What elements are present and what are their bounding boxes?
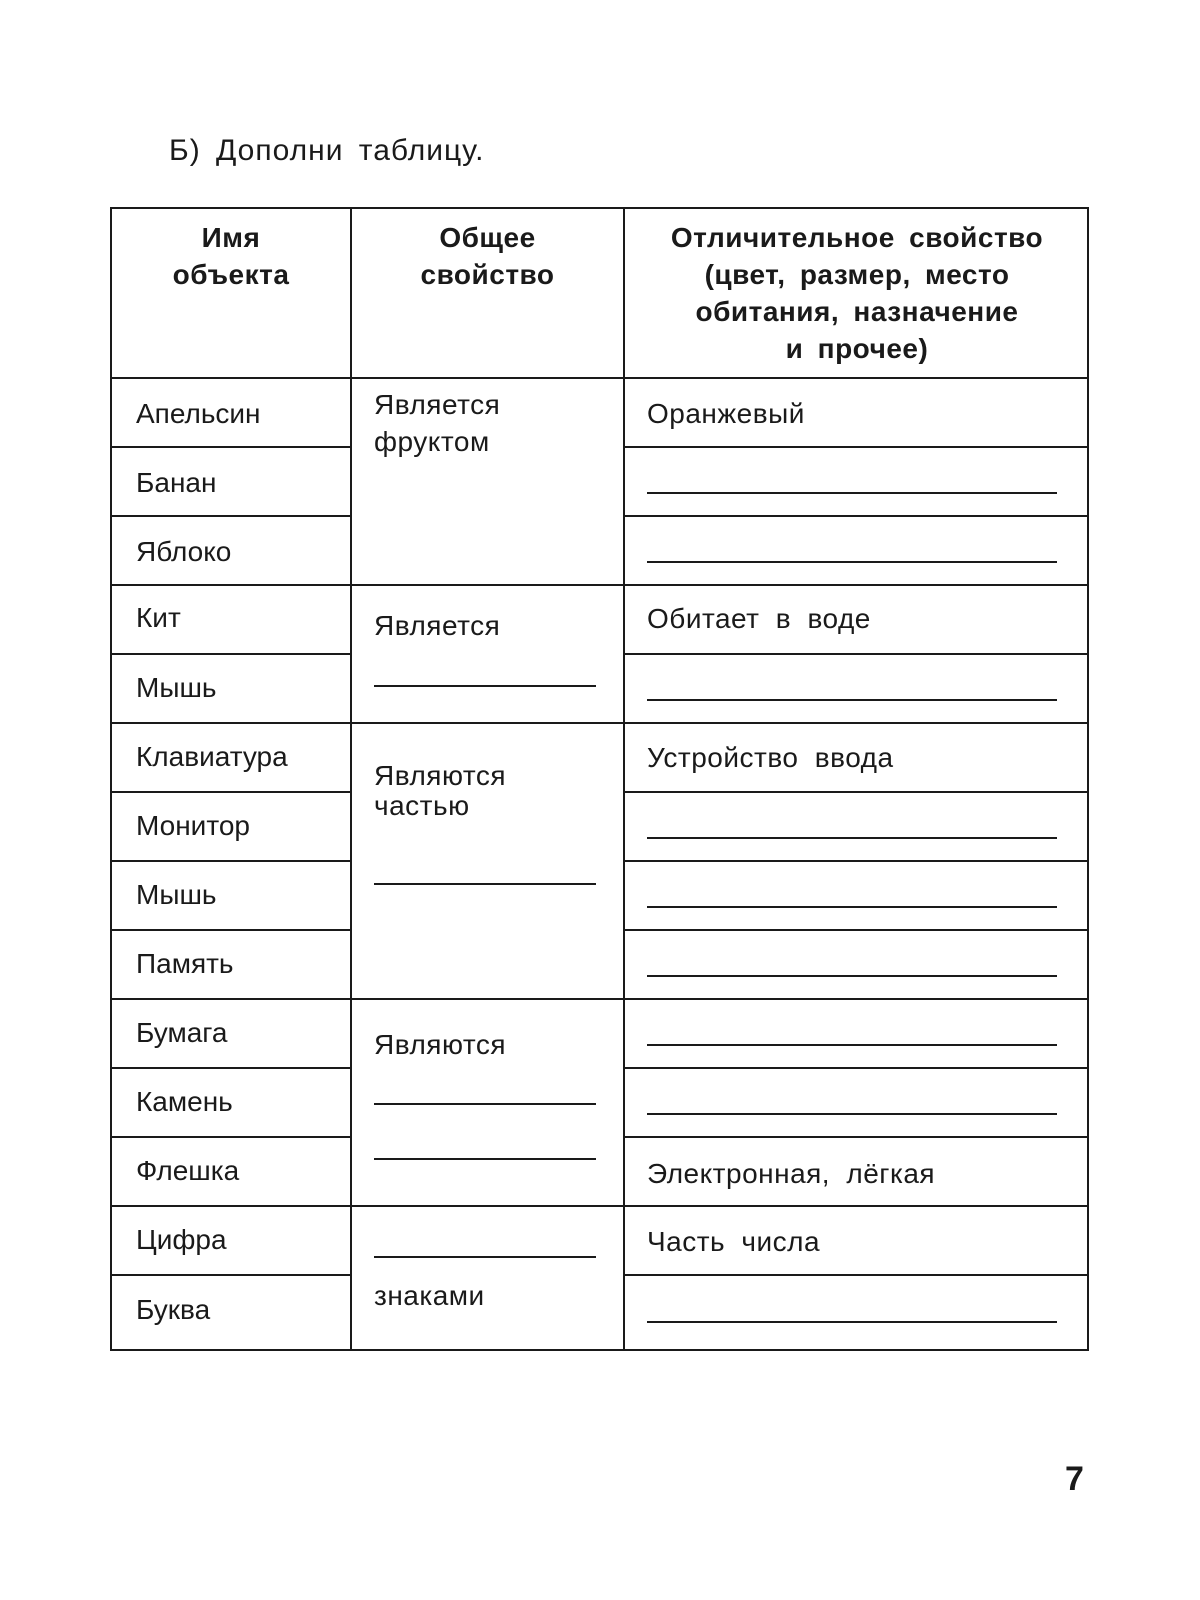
answer-blank-line[interactable]: [647, 1321, 1057, 1323]
distinct-property-text: Обитает в воде: [647, 603, 871, 634]
column-divider: [623, 209, 625, 1349]
answer-blank-line[interactable]: [647, 492, 1057, 494]
header-distinct-property: Отличительное свойство (цвет, размер, место обитания, назначение и прочее): [670, 222, 1044, 364]
answer-blank-line[interactable]: [374, 1158, 596, 1160]
row-divider: [623, 1067, 1087, 1069]
answer-blank-line[interactable]: [647, 1113, 1057, 1115]
object-name-cell: Монитор: [136, 810, 250, 841]
distinct-property-text: Оранжевый: [647, 398, 805, 429]
common-property-text: Является: [374, 610, 501, 641]
answer-blank-line[interactable]: [647, 561, 1057, 563]
answer-blank-line[interactable]: [647, 699, 1057, 701]
row-divider: [623, 653, 1087, 655]
row-divider: [623, 929, 1087, 931]
object-name-cell: Кит: [136, 602, 181, 633]
answer-blank-line[interactable]: [374, 1103, 596, 1105]
object-name-cell: Буква: [136, 1294, 211, 1325]
object-name-cell: Мышь: [136, 672, 217, 703]
answer-blank-line[interactable]: [647, 837, 1057, 839]
answer-blank-line[interactable]: [647, 975, 1057, 977]
row-divider: [623, 860, 1087, 862]
task-title: Б) Дополни таблицу.: [169, 134, 485, 167]
common-property-text: Являются: [374, 1029, 507, 1060]
row-divider: [623, 1136, 1087, 1138]
object-name-cell: Бумага: [136, 1017, 228, 1048]
object-name-cell: Клавиатура: [136, 741, 288, 772]
object-name-cell: Апельсин: [136, 398, 261, 429]
object-name-cell: Флешка: [136, 1155, 240, 1186]
object-name-cell: Цифра: [136, 1224, 227, 1255]
distinct-property-text: Часть числа: [647, 1226, 821, 1257]
object-name-cell: Камень: [136, 1086, 233, 1117]
answer-blank-line[interactable]: [647, 1044, 1057, 1046]
header-object-name: Имя объекта: [172, 222, 290, 290]
common-property-text: Является фруктом: [374, 389, 501, 457]
answer-blank-line[interactable]: [374, 883, 596, 885]
common-property-text: знаками: [374, 1280, 485, 1311]
answer-blank-line[interactable]: [374, 1256, 596, 1258]
common-property-text: Являются частью: [374, 760, 507, 821]
page-number: 7: [1065, 1460, 1084, 1498]
object-name-cell: Мышь: [136, 879, 217, 910]
row-divider: [623, 515, 1087, 517]
object-name-cell: Память: [136, 948, 234, 979]
answer-blank-line[interactable]: [647, 906, 1057, 908]
object-name-cell: Яблоко: [136, 536, 232, 567]
header-common-property: Общее свойство: [420, 222, 555, 290]
distinct-property-text: Устройство ввода: [647, 742, 894, 773]
distinct-property-text: Электронная, лёгкая: [647, 1158, 936, 1189]
worksheet-table: [110, 207, 1089, 1351]
answer-blank-line[interactable]: [374, 685, 596, 687]
object-name-cell: Банан: [136, 467, 217, 498]
